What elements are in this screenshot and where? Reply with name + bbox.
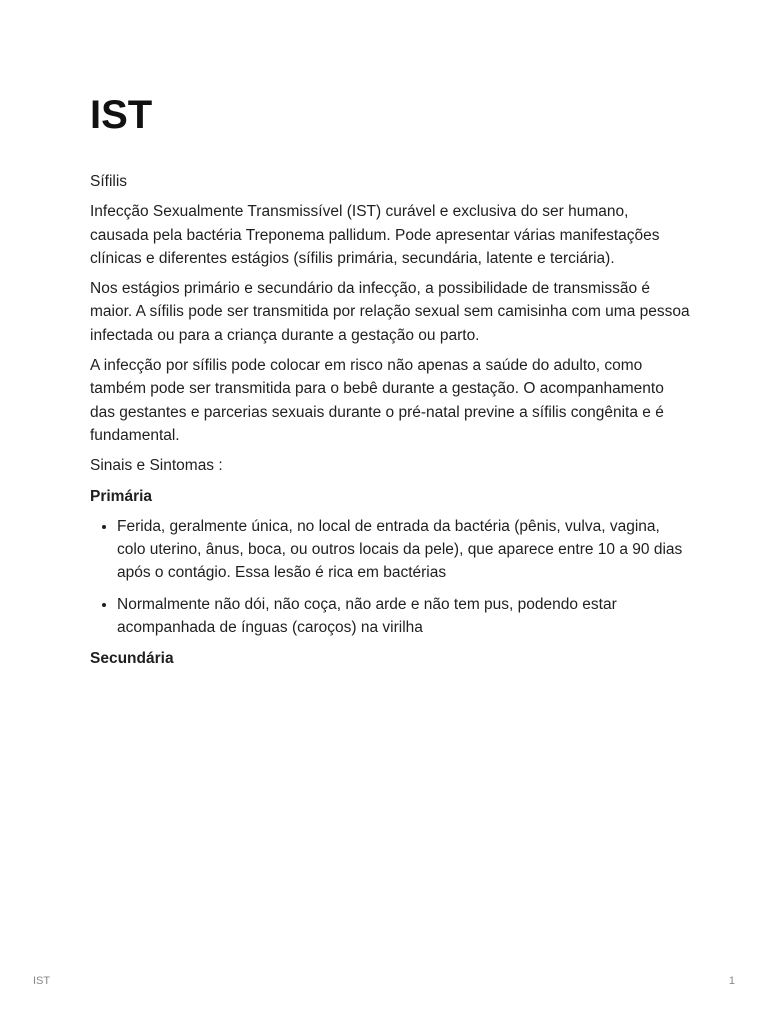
primary-symptoms-list (90, 515, 690, 639)
section-subtitle: Sífilis (90, 173, 128, 190)
symptoms-label: Sinais e Sintomas : (90, 457, 223, 475)
secondary-heading: Secundária (90, 650, 174, 668)
footer-document-label: IST (33, 975, 51, 987)
page-title: IST (90, 93, 153, 137)
paragraph: Infecção Sexualmente Transmissível (IST) curável e exclusiva do ser humano, causada pela bactéria Treponema pallidum. Pode apresentar várias manifestações clínicas e diferentes estágios (sífilis primária, secundária, latente e terciária). (90, 203, 660, 267)
document-body (90, 88, 690, 678)
footer-page-number: 1 (728, 975, 735, 987)
primary-heading: Primária (90, 487, 153, 505)
list-item: • Normalmente não dói, não coça, não arde e não tem pus, podendo estar acompanhada de ínguas (caroços) na virilha (117, 593, 690, 640)
paragraph: Nos estágios primário e secundário da infecção, a possibilidade de transmissão é maior. A sífilis pode ser transmitida por relação sexual sem camisinha com uma pessoa infectada ou para a criança durante a gestação ou parto. (90, 280, 690, 344)
paragraph: A infecção por sífilis pode colocar em risco não apenas a saúde do adulto, como também pode ser transmitida para o bebê durante a gestação. O acompanhamento das gestantes e parcerias sexuais durante o pré-natal previne a sífilis congênita e é fundamental. (90, 357, 664, 444)
list-item: • Ferida, geralmente única, no local de entrada da bactéria (pênis, vulva, vagina, colo uterino, ânus, boca, ou outros locais da pele), que aparece entre 10 a 90 dias após o contágio. Essa lesão é rica em bactérias (117, 515, 690, 585)
